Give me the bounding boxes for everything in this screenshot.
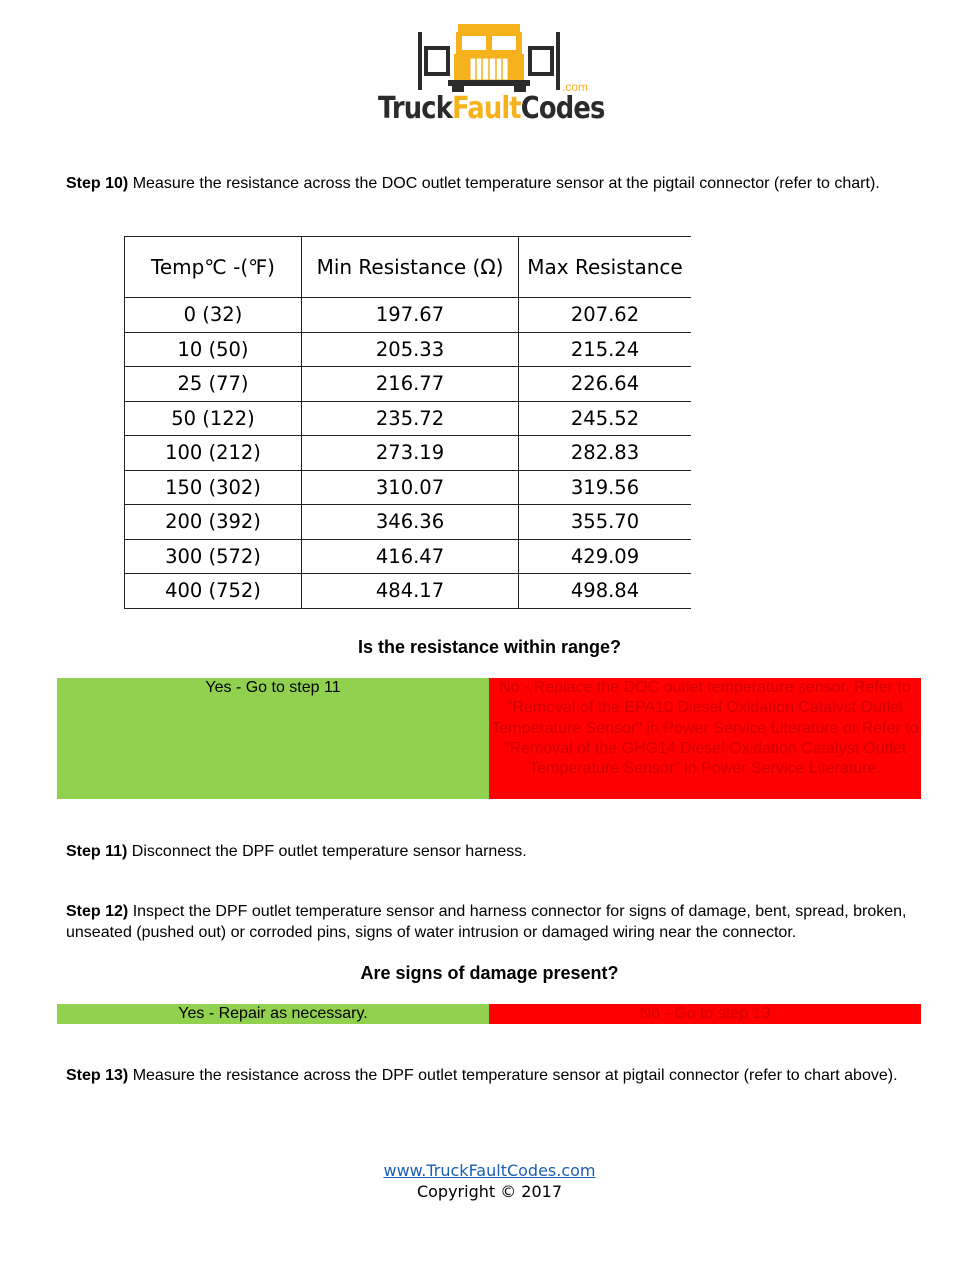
cell-min: 346.36 xyxy=(302,505,519,540)
cell-min: 235.72 xyxy=(302,401,519,436)
cell-temp: 100 (212) xyxy=(125,436,302,471)
answer-no-2: No - Go to step 13 xyxy=(489,1004,921,1024)
step-11-paragraph xyxy=(66,842,916,863)
table-header-row xyxy=(125,237,692,298)
cell-max: 498.84 xyxy=(519,574,692,609)
footer-copyright: Copyright © 2017 xyxy=(416,1182,563,1201)
step-13-text: Measure the resistance across the DPF outlet temperature sensor at pigtail connector (refer to chart above). xyxy=(128,1067,898,1084)
question-resistance-in-range: Is the resistance within range? xyxy=(357,637,622,657)
cell-temp: 200 (392) xyxy=(125,505,302,540)
cell-temp: 25 (77) xyxy=(125,367,302,402)
footer xyxy=(0,1160,979,1202)
cell-temp: 50 (122) xyxy=(125,401,302,436)
cell-min: 197.67 xyxy=(302,298,519,333)
cell-max: 245.52 xyxy=(519,401,692,436)
cell-max: 226.64 xyxy=(519,367,692,402)
cell-max: 207.62 xyxy=(519,298,692,333)
footer-website-link[interactable]: www.TruckFaultCodes.com xyxy=(383,1161,596,1180)
cell-min: 205.33 xyxy=(302,332,519,367)
table-row xyxy=(125,505,692,540)
cell-min: 484.17 xyxy=(302,574,519,609)
table-row xyxy=(125,470,692,505)
step-13-label: Step 13) xyxy=(66,1067,129,1084)
cell-min: 216.77 xyxy=(302,367,519,402)
header-temp: Temp℃ -(℉) xyxy=(125,237,302,298)
step-12-text: Inspect the DPF outlet temperature sensor and harness connector for signs of damage, bent, spread, broken, unseated (pushed out) or corroded pins, signs of water intrusion or damaged wiring near the connector. xyxy=(66,903,907,941)
answer-bar-2 xyxy=(57,1004,921,1024)
step-12-label: Step 12) xyxy=(66,903,129,920)
cell-min: 273.19 xyxy=(302,436,519,471)
step-13-paragraph xyxy=(66,1066,916,1087)
truckfaultcodes-logo xyxy=(378,20,604,130)
cell-max: 319.56 xyxy=(519,470,692,505)
cell-max: 355.70 xyxy=(519,505,692,540)
cell-temp: 10 (50) xyxy=(125,332,302,367)
cell-temp: 0 (32) xyxy=(125,298,302,333)
step-11-text: Disconnect the DPF outlet temperature sensor harness. xyxy=(127,843,527,860)
header-max-resistance: Max Resistance xyxy=(519,237,692,298)
answer-no-1: No - Replace the DOC outlet temperature sensor. Refer to "Removal of the EPA10 Diesel Oxidation Catalyst Outlet Temperature Sensor" in Power Service Literature or Refer to "Removal of the GHG14 Diesel Oxidation Catalyst Outlet Temperature Sensor" in Power Service Literature. xyxy=(489,678,921,799)
header-min-resistance: Min Resistance (Ω) xyxy=(302,237,519,298)
logo-wordmark: TruckFaultCodes xyxy=(378,91,605,126)
cell-max: 429.09 xyxy=(519,539,692,574)
cell-max: 215.24 xyxy=(519,332,692,367)
logo-com-text: .com xyxy=(562,80,589,94)
question-damage-present: Are signs of damage present? xyxy=(360,963,619,983)
table-row xyxy=(125,436,692,471)
table-row xyxy=(125,332,692,367)
truck-front-icon xyxy=(414,20,564,92)
cell-temp: 400 (752) xyxy=(125,574,302,609)
step-10-label: Step 10) xyxy=(66,175,129,192)
step-10-text: Measure the resistance across the DOC outlet temperature sensor at the pigtail connector (refer to chart). xyxy=(128,175,880,192)
step-11-label: Step 11) xyxy=(66,843,128,860)
answer-yes-1: Yes - Go to step 11 xyxy=(57,678,489,799)
cell-min: 310.07 xyxy=(302,470,519,505)
answer-bar-1 xyxy=(57,678,921,799)
cell-max: 282.83 xyxy=(519,436,692,471)
resistance-table xyxy=(124,236,691,609)
step-10-paragraph xyxy=(66,174,916,195)
table-row xyxy=(125,539,692,574)
cell-temp: 150 (302) xyxy=(125,470,302,505)
answer-yes-2: Yes - Repair as necessary. xyxy=(57,1004,489,1024)
step-12-paragraph xyxy=(66,902,916,943)
table-row xyxy=(125,298,692,333)
table-row xyxy=(125,401,692,436)
table-row xyxy=(125,367,692,402)
table-row xyxy=(125,574,692,609)
cell-min: 416.47 xyxy=(302,539,519,574)
cell-temp: 300 (572) xyxy=(125,539,302,574)
